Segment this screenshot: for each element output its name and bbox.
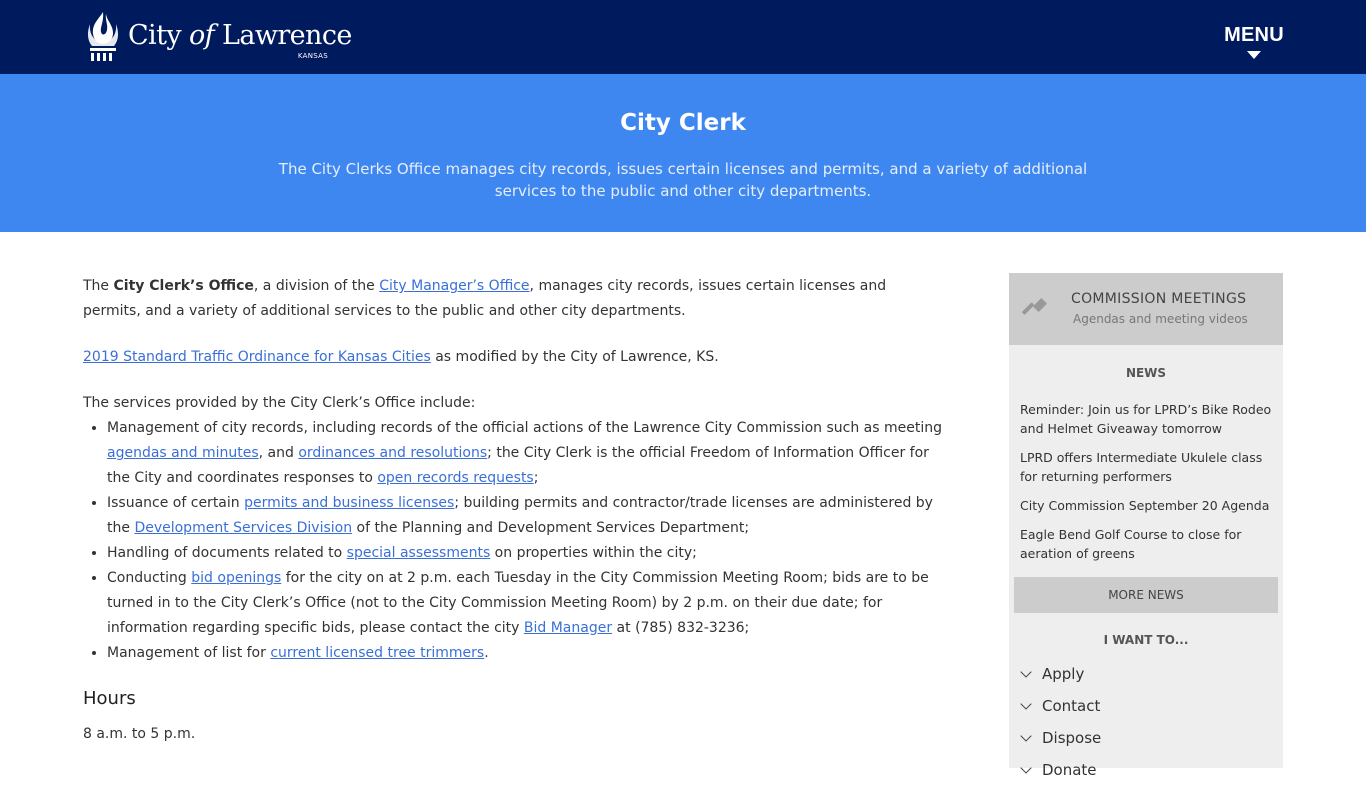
chevron-down-icon xyxy=(1020,762,1031,773)
page-subtitle: The City Clerks Office manages city records, issues certain licenses and permits, and a variety of additional services to the public and other city departments. xyxy=(278,160,1088,200)
caret-down-icon xyxy=(1247,51,1261,59)
main-content xyxy=(83,274,943,747)
i-want-to-list xyxy=(1020,663,1275,791)
service-item-assessments: • Handling of documents related to special assessments on properties within the city; xyxy=(107,541,943,566)
chevron-down-icon xyxy=(1020,730,1031,741)
sidebar xyxy=(1009,273,1283,779)
logo-city-name: City of Lawrence xyxy=(128,20,352,51)
page-hero xyxy=(0,74,1366,232)
chevron-down-icon xyxy=(1020,698,1031,709)
permits-licenses-link[interactable]: permits and business licenses xyxy=(244,495,455,511)
service-item-bids: • Conducting bid openings for the city on at 2 p.m. each Tuesday in the City Commission Meeting Room; bids are to be turned in to the City Clerk’s Office (not to the City Commission Meeting Room) by 2 p.m. on their due date; for information regarding specific bids, please contact the city Bid Manager at (785) 832-3236; xyxy=(107,566,943,641)
open-records-link[interactable]: open records requests xyxy=(377,470,534,486)
site-header xyxy=(0,0,1366,74)
i-want-item-contact[interactable]: Contact xyxy=(1020,695,1275,727)
service-item-records: • Management of city records, including records of the official actions of the Lawrence City Commission such as meeting agendas and minutes, and ordinances and resolutions; the City Clerk is the official Freedom of Information Officer for the City and coordinates responses to open records requests; xyxy=(107,416,943,491)
traffic-ordinance-paragraph: 2019 Standard Traffic Ordinance for Kansas Cities as modified by the City of Lawrence, KS. xyxy=(83,349,719,365)
chevron-down-icon xyxy=(1020,666,1031,677)
news-heading: NEWS xyxy=(1125,366,1167,380)
gavel-icon xyxy=(1025,297,1051,323)
services-intro: The services provided by the City Clerk’s Office include: xyxy=(83,395,476,411)
logo-state: KANSAS xyxy=(297,52,328,60)
flame-logo-icon xyxy=(84,10,122,62)
commission-meetings-button[interactable] xyxy=(1009,273,1283,345)
i-want-item-dispose[interactable]: Dispose xyxy=(1020,727,1275,759)
i-want-item-apply[interactable]: Apply xyxy=(1020,663,1275,695)
commission-meetings-title: COMMISSION MEETINGS xyxy=(1071,291,1247,307)
service-item-licenses: • Issuance of certain permits and business licenses; building permits and contractor/trade licenses are administered by the Development Services Division of the Planning and Development Services Department; xyxy=(107,491,943,541)
i-want-item-donate[interactable]: Donate xyxy=(1020,759,1275,791)
news-item[interactable]: LPRD offers Intermediate Ukulele class for returning performers xyxy=(1020,450,1263,484)
i-want-to-heading: I WANT TO... xyxy=(1103,633,1189,647)
menu-button[interactable] xyxy=(1218,24,1290,59)
bid-manager-link[interactable]: Bid Manager xyxy=(523,620,613,636)
news-item[interactable]: Eagle Bend Golf Course to close for aeration of greens xyxy=(1020,527,1242,561)
ordinances-resolutions-link[interactable]: ordinances and resolutions xyxy=(298,445,488,461)
city-manager-link[interactable]: City Manager’s Office xyxy=(379,278,530,294)
hours-heading: Hours xyxy=(83,688,136,709)
hours-text: 8 a.m. to 5 p.m. xyxy=(83,726,196,742)
bid-openings-link[interactable]: bid openings xyxy=(191,570,282,586)
menu-label: MENU xyxy=(1224,24,1284,46)
agendas-minutes-link[interactable]: agendas and minutes xyxy=(107,445,259,461)
traffic-ordinance-link[interactable]: 2019 Standard Traffic Ordinance for Kansas Cities xyxy=(83,349,431,365)
service-item-tree-trimmers: • Management of list for current licensed tree trimmers. xyxy=(107,641,943,666)
logo-wordmark xyxy=(128,20,352,60)
services-list xyxy=(107,416,943,666)
more-news-button[interactable]: MORE NEWS xyxy=(1014,577,1278,613)
development-services-link[interactable]: Development Services Division xyxy=(134,520,353,536)
special-assessments-link[interactable]: special assessments xyxy=(346,545,491,561)
page-title: City Clerk xyxy=(620,110,746,136)
city-logo[interactable] xyxy=(84,10,352,62)
news-item[interactable]: City Commission September 20 Agenda xyxy=(1020,498,1270,513)
tree-trimmers-link[interactable]: current licensed tree trimmers xyxy=(270,645,485,661)
intro-paragraph: The City Clerk’s Office, a division of the City Manager’s Office, manages city records, issues certain licenses and permits, and a variety of additional services to the public and other city departments. xyxy=(83,278,887,319)
clerk-office-bold: City Clerk’s Office xyxy=(113,278,254,294)
news-list xyxy=(1020,400,1275,573)
commission-meetings-subtitle: Agendas and meeting videos xyxy=(1073,312,1248,326)
news-item[interactable]: Reminder: Join us for LPRD’s Bike Rodeo and Helmet Giveaway tomorrow xyxy=(1020,402,1272,436)
